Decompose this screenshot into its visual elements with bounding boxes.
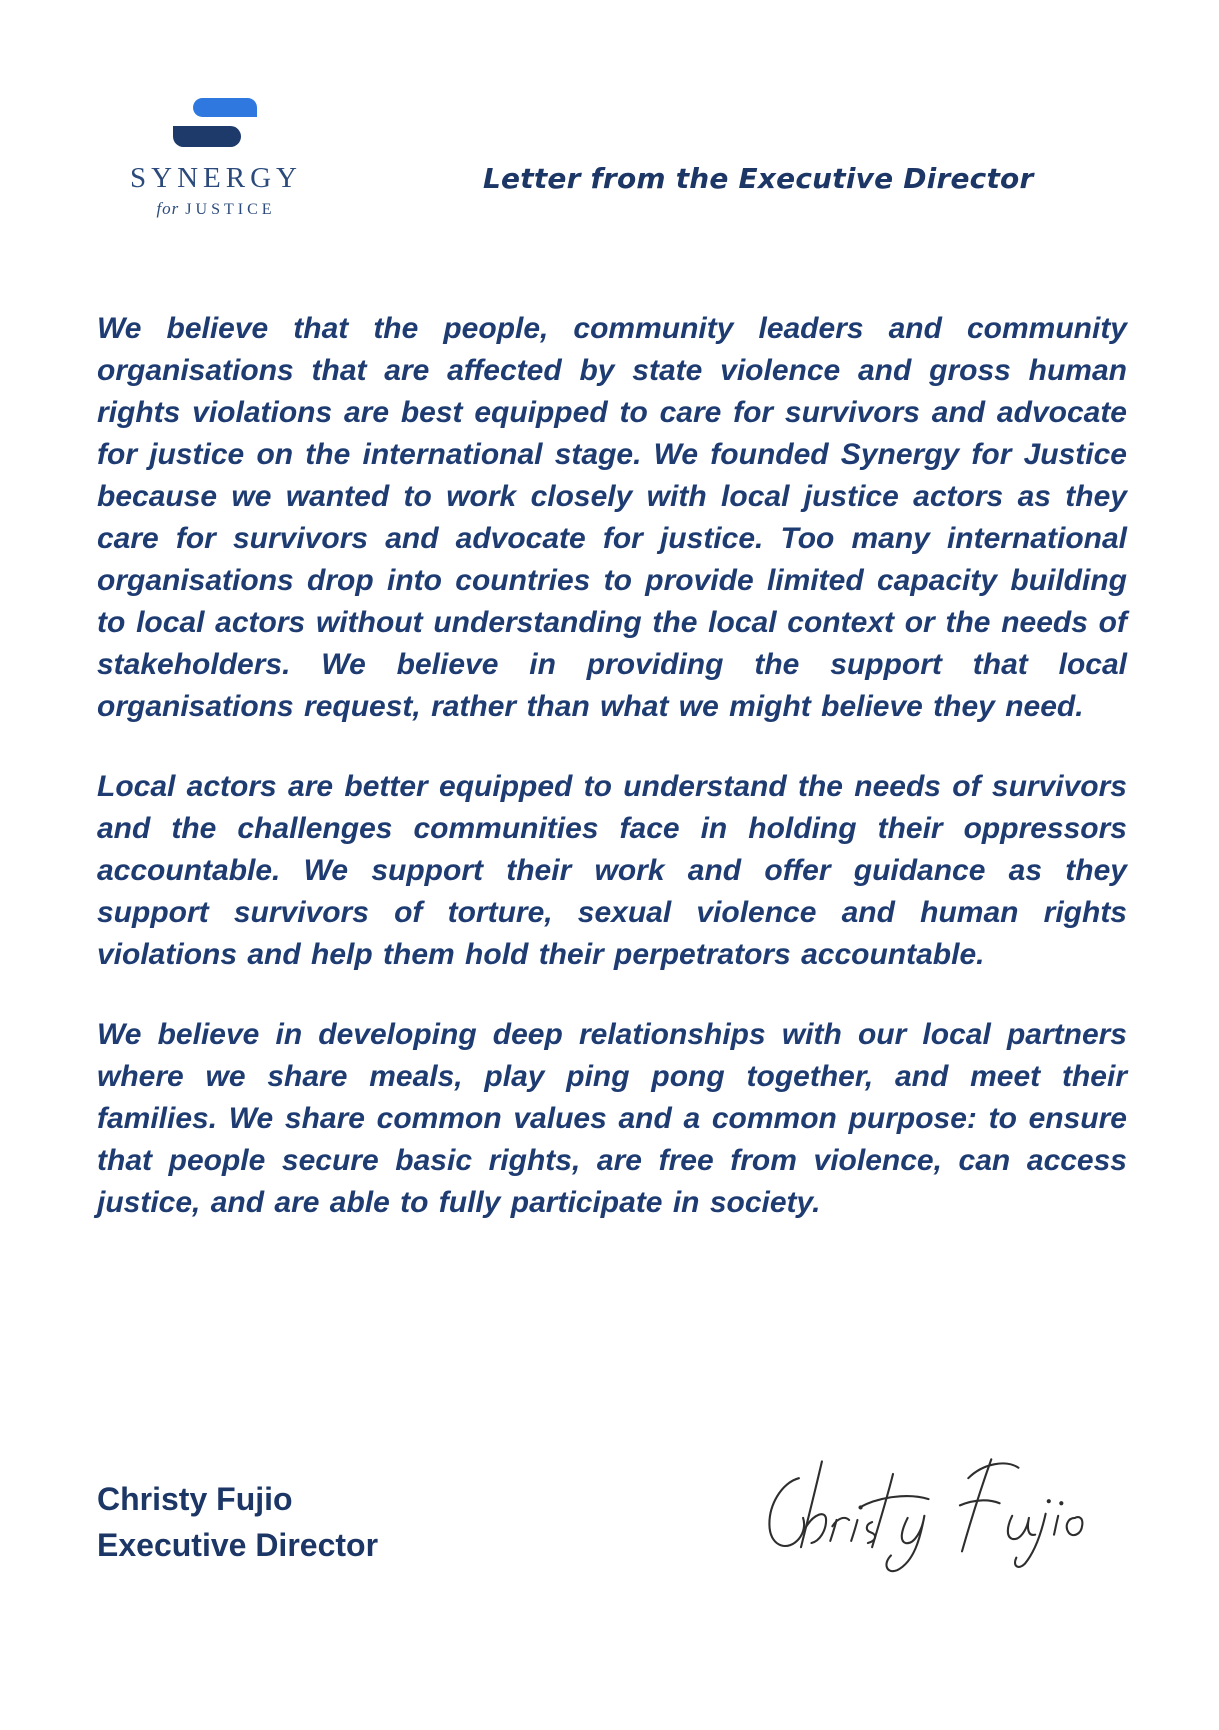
logo-wordmark: SYNERGY (130, 162, 302, 194)
letter-body (97, 308, 1127, 1224)
synergy-logo-icon (173, 98, 259, 148)
signature-script-icon (755, 1445, 1100, 1595)
logo (118, 98, 314, 219)
logo-tagline-justice: JUSTICE (185, 201, 276, 218)
signoff-name: Christy Fujio (97, 1481, 293, 1517)
logo-tagline (118, 199, 314, 219)
logo-tagline-for: for (156, 199, 180, 218)
logo-mark-top-shape (193, 98, 257, 117)
letter-paragraph: Local actors are better equipped to understand the needs of survivors and the challenges communities face in holding their oppressors accountable. We support their work and offer guidance as they support survivors of torture, sexual violence and human rights violations and help them hold their perpetrators accountable. (97, 770, 1127, 971)
letter-paragraph: We believe in developing deep relationships with our local partners where we share meals, play ping pong together, and meet their families. We share common values and a common purpose: to ensure that people secure basic rights, are free from violence, can access justice, and are able to fully participate in society. (97, 1018, 1127, 1219)
logo-mark-bottom-shape (173, 126, 241, 147)
page-title: Letter from the Executive Director (483, 162, 1034, 195)
signoff-block (97, 1476, 378, 1568)
letter-paragraph: We believe that the people, community leaders and community organisations that are affected by state violence and gross human rights violations are best equipped to care for survivors and advocate for justice on the international stage. We founded Synergy for Justice because we wanted to work closely with local justice actors as they care for survivors and advocate for justice. Too many international organisations drop into countries to provide limited capacity building to local actors without understanding the local context or the needs of stakeholders. We believe in providing the support that local organisations request, rather than what we might believe they need. (97, 312, 1127, 723)
signoff-role: Executive Director (97, 1527, 379, 1563)
handwritten-signature (755, 1445, 1100, 1595)
